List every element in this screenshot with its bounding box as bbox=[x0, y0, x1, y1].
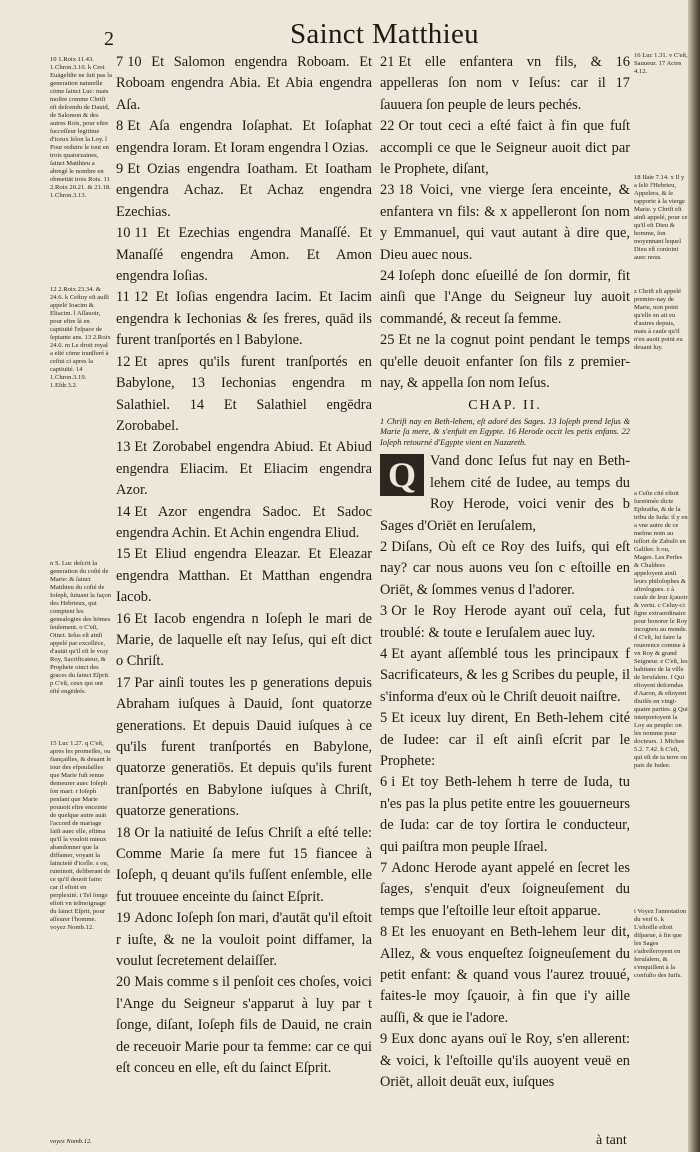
right-note-2: 18 Iſaie 7.14. x Il y a ſelō l'Hebrieu, Appelera, & ſe rapporte à la vierge Marie. y Chriſt eſt ainſi appelé, pour ce qu'il eſt Dieu & homme, ſon moyennant lequel Dieu eſt conioint auec nous. bbox=[634, 174, 688, 261]
verse bbox=[116, 52, 372, 116]
verse-text: Et Aſa engendra Ioſaphat. Et Ioſaphat engendra Ioram. Et Ioram engendra l Ozias. bbox=[116, 118, 372, 156]
verse-number: 6 bbox=[380, 774, 388, 791]
verse bbox=[116, 159, 372, 223]
verse-number: 10 bbox=[116, 225, 131, 242]
verse-number: 2 bbox=[380, 538, 388, 555]
verse bbox=[380, 601, 630, 644]
verse-text: Et ne la cognut point pendant le temps qu'elle deuoit enfanter ſon fils z premier-nay, & appella ſon nom Ieſus. bbox=[380, 332, 630, 392]
verse-number: 14 bbox=[116, 503, 131, 520]
verse-number: 25 bbox=[380, 332, 395, 349]
left-note-3: n S. Luc deſcrit la generation du coſté de Marie: & ſainct Matthieu du coſté de Ioſeph, ſuiuant la façon des Hebrieux, qui comptent les genealogies des hōmes ſeulement. o C'eſt, Oinct. Ieſus eſt ainſi appelé par excellēce, d'autāt qu'il eſt le vray Roy, Sacrificateur, & Prophete oinct des graces du ſainct Eſprit. p C'eſt, ceux qui ont eſté engēdrés. bbox=[50, 560, 112, 695]
verse-number: 16 bbox=[116, 610, 131, 627]
verse-text: Par ainſi toutes les p generations depuis Abraham iuſques à Dauid, ſont quatorze generations. Et depuis Dauid iuſques à ce qu'ils furent tranſportés en Babylone, quatorze generatiōs. Et depuis qu'ils furent tranſportés en Babylone iuſques à Chriſt, quatorze generations. bbox=[116, 674, 372, 820]
verse-number: 22 bbox=[380, 118, 395, 135]
verse bbox=[380, 708, 630, 772]
left-note-2: 12 2.Roix 23.34. & 24.6. k Ceſtuy eſt auſſi appelé Ioacim & Eliacim. l Aſſauoir, pour eſtre là en captiuité l'eſpace de ſeptante ans. 13 2.Roix 24.6. m Le droit royal a eſté cōme tranſferé à ceſtui ci apres la captiuité. 14 1.Chron.3.19. 1.Eſdr.3.2. bbox=[50, 286, 111, 389]
chapter-summary: 1 Chriſt nay en Beth-lehem, eſt adoré des Sages. 13 Ioſeph prend Ieſus & Marie ſa mere, & s'enfuit en Egypte. 16 Herode occit les petis enfans. 22 Ioſeph retourné d'Egypte vient en Nazareth. bbox=[380, 416, 630, 447]
verse-text: 11 Et Ezechias engendra Manaſſé. Et Manaſſé engendra Amon. Et Amon engendra Ioſias. bbox=[116, 225, 372, 285]
verse-text: 10 Et Salomon engendra Roboam. Et Roboam engendra Abia. Et Abia engendra Aſa. bbox=[116, 54, 372, 113]
verse-number: 23 bbox=[380, 182, 395, 199]
verse bbox=[116, 609, 372, 673]
verse bbox=[116, 823, 372, 909]
verse-text: Adonc Ioſeph ſon mari, d'autāt qu'il eſtoit r iuſte, & ne la vouloit point diffamer, la voulut ſecretement delaiſſer. bbox=[116, 910, 372, 970]
verse-text: Eux donc ayans ouï le Roy, s'en allerent: & voici, k l'eſtoille qu'ils auoyent veuë en Oriēt, alloit deuāt eux, iuſques bbox=[380, 1031, 630, 1091]
verse-text: Et Azor engendra Sadoc. Et Sadoc engendra Achin. Et Achin engendra Eliud. bbox=[116, 503, 372, 541]
verse bbox=[380, 451, 630, 537]
verse-text: Et iceux luy dirent, En Beth-lehem cité de Iudee: car il eſt ainſi eſcrit par le Prophete: bbox=[380, 710, 630, 769]
right-note-4: a Ceſte cité eſtoit ſurnōmée dicte Ephratha, & de la tribu de Iuda: il y en a vne autre de ce meſme nom au teſſort de Zabulō en Galilee. b ou, Mages. Les Perſes & Chaldees appeloyent ainſi leurs philoſophes & aſtrologues. c à cauſe de leur ſçauoir & vertu. c Celuy-ci ſigne extraordinaire pour honorer le Roy incogneu au monde. d C'eſt, lui faire la reuerence comme à vn Roy & grand Seigneur. e C'eſt, les habitans de la ville de Ieruſalem. f Qui eſtoyent deſcendus d'Aaron, & eſtoyent diuiſés en vingt-quatre parties. g Qui interpretoyent la Loy au peuple: on les nomme pour docteurs. 1 Michee 5.2. 7.42. h C'eſt, qui eſt de ta terre ou pais de Iudee. bbox=[634, 490, 688, 769]
verse bbox=[380, 922, 630, 1029]
right-note-1: 16 Luc 1.31. v C'eſt, Sauueur. 17 Actes 4.12. bbox=[634, 52, 688, 75]
verse-text: Et Zorobabel engendra Abiud. Et Abiud engendra Eliacim. Et Eliacim engendra Azor. bbox=[116, 439, 372, 499]
verse-text: Mais comme s il penſoit ces choſes, voici l'Ange du Seigneur s'apparut à luy par t ſonge, diſant, Ioſeph fils de Dauid, ne crain de receuoir Marie pour ta femme: car ce qui eſt conceu en elle, eſt du ſainct Eſprit. bbox=[116, 974, 372, 1077]
right-note-3: z Chriſt eſt appelé premier-nay de Marie, non point qu'elle en ait eu d'autres depuis, mais à cauſe qu'il n'en auoit point eu deuant luy. bbox=[634, 288, 683, 351]
verse-text: Adonc Herode ayant appelé en ſecret les ſages, s'enquit d'eux ſoigneuſement du temps que l'eſtoille leur eſtoit apparue. bbox=[380, 860, 630, 919]
verse bbox=[380, 1029, 630, 1093]
verse-text: Vand donc Ieſus fut nay en Beth-lehem cité de Iudee, au temps du Roy Herode, voici venir des b Sages d'Oriēt en Ieruſalem, bbox=[380, 453, 630, 534]
verse-number: 18 bbox=[116, 824, 131, 841]
verse-number: 3 bbox=[380, 603, 388, 620]
verse-text: Or le Roy Herode ayant ouï cela, fut troublé: & toute e Ieruſalem auec luy. bbox=[380, 603, 630, 641]
verse-number: 8 bbox=[380, 924, 388, 941]
verse-text: Diſans, Où eſt ce Roy des Iuifs, qui eſt nay? car nous auons veu ſon c eſtoille en Oriēt, & ſommes venus d l'adorer. bbox=[380, 538, 630, 598]
verse-number: 15 bbox=[116, 546, 131, 563]
left-note-1: 10 1.Roix 11.43. 1.Chron.3.10. k Cest Euāgeliſte ne ſuit pas la generation naturelle cōme ſainct Luc: mais moſtre comme Chriſt eſt deſcendu de Dauid, de Salomon & des autres Rois, pour eſtre ſucceſſeur legitime d'iceux ſelon la Loy. l Pour reduire le tout en trois quatorzaines, ſainct Matthieu a abregé le nombre en obmettāt trois Rois. 11 2.Roix 20.21. & 21.18. 1.Chron.3.13. bbox=[50, 56, 112, 199]
verse-number: 19 bbox=[116, 910, 131, 927]
verse bbox=[380, 180, 630, 266]
verse-text: 12 Et Ioſias engendra Iacim. Et Iacim engendra k Iechonias & ſes freres, quād ils furent tranſportés en l Babylone. bbox=[116, 289, 372, 349]
drop-cap: Q bbox=[380, 454, 424, 496]
verse bbox=[116, 116, 372, 159]
chapter-heading: CHAP. II. bbox=[468, 397, 542, 413]
catchword: à tant bbox=[596, 1133, 627, 1148]
verse-number: 24 bbox=[380, 268, 395, 285]
verse-text: Et les enuoyant en Beth-lehem leur dit, Allez, & vous enqueſtez ſoigneuſement du petit enfant: & quand vous l'aurez trouué, faites-le moy ſçauoir, à fin que i'y aille auſſi, & que ie l'adore. bbox=[380, 924, 630, 1026]
verse bbox=[380, 266, 630, 330]
verse bbox=[380, 330, 630, 394]
left-text-column bbox=[116, 52, 372, 1080]
verse-number: 21 bbox=[380, 54, 395, 70]
verse bbox=[116, 223, 372, 287]
verse bbox=[116, 352, 372, 438]
verse bbox=[116, 287, 372, 351]
verse-text: Et Iacob engendra n Ioſeph le mari de Marie, de laquelle eſt nay Ieſus, qui eſt dict o Chriſt. bbox=[116, 610, 372, 670]
verse-text: Et Eliud engendra Eleazar. Et Eleazar engendra Matthan. Et Matthan engendra Iacob. bbox=[116, 546, 372, 606]
verse-number: 8 bbox=[116, 118, 124, 135]
verse bbox=[116, 502, 372, 545]
verse bbox=[380, 52, 630, 116]
verse-number: 4 bbox=[380, 645, 388, 662]
verse-number: 12 bbox=[116, 353, 131, 370]
verse bbox=[380, 644, 630, 708]
verse bbox=[116, 544, 372, 608]
verse-number: 7 bbox=[380, 860, 388, 876]
verse-text: Et ayant aſſemblé tous les principaux f Sacrificateurs, & les g Scribes du peuple, il s'informa d'eux où le Chriſt deuoit naiſtre. bbox=[380, 645, 630, 705]
verse-text: Et elle enfantera vn fils, & 16 appelleras ſon nom v Ieſus: car il 17 ſauuera ſon peuple de leurs pechés. bbox=[380, 54, 630, 113]
verse-number: 9 bbox=[116, 161, 124, 178]
verse bbox=[380, 772, 630, 858]
verse-text: i Et toy Beth-lehem h terre de Iuda, tu n'es pas la plus petite entre les gouuerneurs de Iuda: car de toy ſortira le conducteur, qui paiſtra mon peuple Iſrael. bbox=[380, 774, 630, 855]
book-gutter bbox=[688, 0, 700, 1152]
verse bbox=[380, 858, 630, 922]
verse bbox=[116, 673, 372, 823]
page-number: 2 bbox=[104, 28, 114, 50]
verse-number: 13 bbox=[116, 439, 131, 456]
verse bbox=[380, 116, 630, 180]
verse-text: Et apres qu'ils furent tranſportés en Babylone, 13 Iechonias engendra m Salathiel. 14 Et Salathiel engēdra Zorobabel. bbox=[116, 353, 372, 434]
footer-note: voyez Nomb.12. bbox=[50, 1138, 92, 1145]
verse bbox=[116, 908, 372, 972]
verse-text: Or la natiuité de Ieſus Chriſt a eſté telle: Comme Marie ſa mere fut 15 fiancee à Ioſeph, q deuant qu'ils fuſſent enſemble, elle fut trouuee enceinte du ſainct Eſprit. bbox=[116, 824, 372, 905]
running-head: Sainct Matthieu bbox=[290, 18, 479, 50]
left-note-4: 15 Luc 1.27. q C'eſt, apres les promeſſes, ou fiançailles, & deuant le iour des eſpouſailles que Marie fuſt renue demeurer auec Ioſeph ſon mari. r Ioſeph penſant que Marie pouuoit eſtre enceinte de quelque autre auāt l'accord de mariage faiſt auec elle, eſtima qu'il la vouloit mieux abandonner que la diffamer, voyant la ſainctetè d'icelle. s ou, ruminoit, deliberant de ce qu'il deuoit faire: car il eſtoit en perplexité. t Tel ſonge eſtoit vn teſmoignage du ſainct Eſprit, pour aſſeurer l'homme. voyez Nomb.12. bbox=[50, 740, 112, 931]
verse-text: Or tout ceci a eſté faict à fin que fuſt accompli ce que le Seigneur auoit dict par le Prophete, diſant, bbox=[380, 118, 630, 178]
verse-number: 11 bbox=[116, 289, 130, 306]
verse-number: 17 bbox=[116, 674, 131, 691]
verse bbox=[380, 537, 630, 601]
verse-number: 5 bbox=[380, 710, 388, 727]
right-note-5: i Voyez l'annotation du verſ 6. k L'eſtoille eſtoit diſparue, à fin que les Sages s'adreſſeroyent en Ieruſalem, & s'enquiſſent à la confuſio des Iuifs. bbox=[634, 908, 687, 979]
verse bbox=[116, 972, 372, 1079]
verse-text: Et Ozias engendra Ioatham. Et Ioatham engendra Achaz. Et Achaz engendra Ezechias. bbox=[116, 161, 372, 220]
verse bbox=[116, 437, 372, 501]
verse-number: 9 bbox=[380, 1031, 388, 1048]
verse-number: 7 bbox=[116, 54, 124, 70]
verse-text: 18 Voici, vne vierge ſera enceinte, & enfantera vn fils: & x appelleront ſon nom y Emmanuel, qui vaut autant à dire que, Dieu auec nous. bbox=[380, 182, 630, 263]
verse-text: Ioſeph donc eſueillé de ſon dormir, fit ainſi que l'Ange du Seigneur luy auoit commandé, & receut ſa femme. bbox=[380, 268, 630, 327]
verse-number: 20 bbox=[116, 974, 131, 991]
right-text-column bbox=[380, 52, 630, 1093]
